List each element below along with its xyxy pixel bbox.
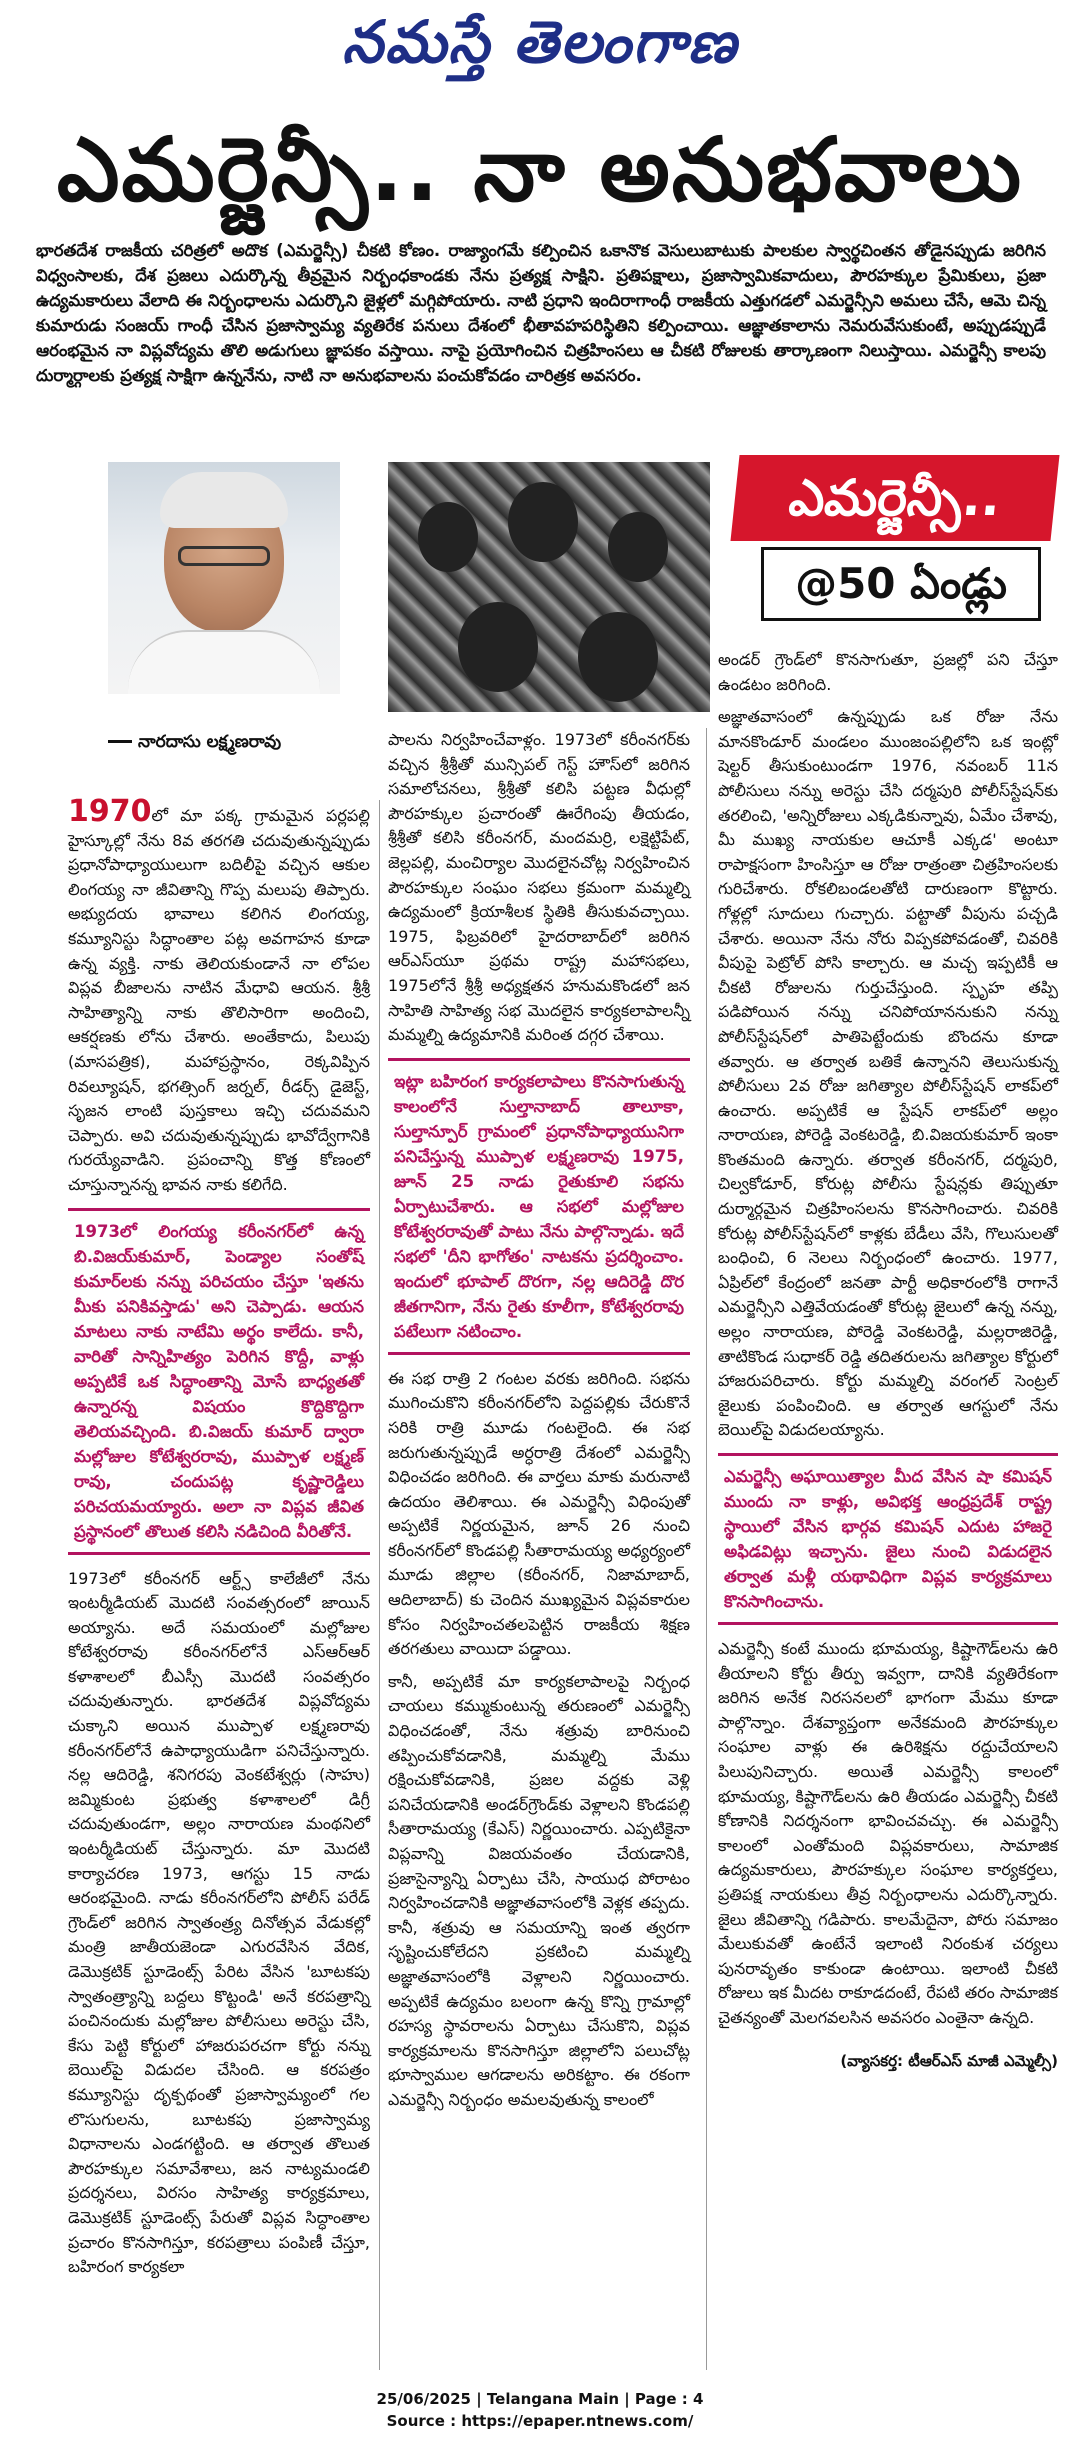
author-hair bbox=[160, 472, 288, 528]
paragraph-text: లో మా పక్క గ్రామమైన పర్లపల్లి హైస్కూల్లో నేను 8వ తరగతి చదువుతున్నప్పుడు ప్రధానోపాధ్యాయులుగా బదిలీపై వచ్చిన ఆకుల లింగయ్య నా జీవితాన్ని గొప్ప మలుపు తిప్పారు. అభ్యుదయ భావాలు కలిగిన లింగయ్య, కమ్యూనిస్టు సిద్ధాంతాల పట్ల అవగాహన కూడా ఉన్న వ్యక్తి. నాకు తెలియకుండానే నా లోపల విప్లవ బీజాలను నాటిన మేధావి ఆయన. శ్రీశ్రీ సాహిత్యాన్ని నాకు తొలిసారిగా అందించి, ఆకర్షణకు లోను చేశారు. అంతేకాదు, పిలుపు (మాసపత్రిక), మహాప్రస్థానం, రెక్కవిప్పిన రివల్యూషన్, భగత్సింగ్ జర్నల్, రీడర్స్ డైజెస్ట్, సృజన లాంటి పుస్తకాలు ఇచ్చి చదువమని చెప్పారు. అవి చదువుతున్నప్పుడు భావోద్వేగానికి గురయ్యేవాడిని. ప్రపంచాన్ని కొత్త కోణంలో చూస్తున్నానన్న భావన నాకు కలిగేది. bbox=[68, 806, 370, 1194]
page-footer bbox=[0, 2388, 1080, 2432]
newspaper-name: నమస్తే తెలంగాణ bbox=[342, 8, 738, 76]
pull-quote: ఇట్లా బహిరంగ కార్యకలాపాలు కొనసాగుతున్న కాలంలోనే సుల్తానాబాద్ తాలూకా, సుల్తాన్పూర్ గ్రామంలో ప్రధానోపాధ్యాయునిగా పనిచేస్తున్న ముప్పాళ లక్ష్మణరావు 1975, జూన్ 25 నాడు రైతుకూలి సభను ఏర్పాటుచేశారు. ఆ సభలో మల్లోజుల కోటేశ్వరరావుతో పాటు నేను పాల్గొన్నాడు. ఇదే సభలో 'దీని భాగోతం' నాటకను ప్రదర్శించాం. ఇందులో భూపాల్ దొరగా, నల్ల ఆదిరెడ్డి దొర జీతగానిగా, నేను రైతు కూలీగా, కోటేశ్వరరావు పటేలుగా నటించాం. bbox=[388, 1058, 690, 1355]
column-divider bbox=[706, 728, 707, 2370]
dropcap-year: 1970 bbox=[68, 794, 152, 829]
edition-info: 25/06/2025 | Telangana Main | Page : 4 bbox=[376, 2390, 704, 2408]
crowd-figure bbox=[458, 602, 538, 692]
paragraph: 1973లో కరీంనగర్ ఆర్ట్స్ కాలేజీలో నేను ఇంటర్మీడియట్ మొదటి సంవత్సరంలో జాయిన్ అయ్యాను. అదే సమయంలో మల్లోజుల కోటేశ్వరరావు కరీంనగర్‌లోనే ఎస్ఆర్ఆర్ కళాశాలలో బీఎస్సీ మొదటి సంవత్సరం చదువుతున్నారు. భారతదేశ విప్లవోద్యమ చుక్కాని అయిన ముప్పాళ లక్ష్మణరావు కరీంనగర్‌లోనే ఉపాధ్యాయుడిగా పనిచేస్తున్నారు. నల్ల ఆదిరెడ్డి, శనిగరపు వెంకటేశ్వర్లు (సాహు) జమ్మికుంట ప్రభుత్వ కళాశాలలో డిగ్రీ చదువుతుండగా, అల్లం నారాయణ మంథనిలో ఇంటర్మీడియట్ చేస్తున్నారు. మా మొదటి కార్యాచరణ 1973, ఆగస్టు 15 నాడు ఆరంభమైంది. నాడు కరీంనగర్‌లోని పోలీస్ పరేడ్ గ్రౌండ్‌లో జరిగిన స్వాతంత్ర్య దినోత్సవ వేడుకల్లో మంత్రి జాతీయజెండా ఎగురవేసిన వేదిక, డెమొక్రటిక్ స్టూడెంట్స్ పేరిట వేసిన 'బూటకపు స్వాతంత్ర్యాన్ని బద్దలు కొట్టండి' అనే కరపత్రాన్ని పంచినందుకు మల్లోజుల పోలీసులు అరెస్టు చేసి, కేసు పెట్టి కోర్టులో హాజరుపరచగా కోర్టు నన్ను బెయిల్‌పై విడుదల చేసింది. ఆ కరపత్రం కమ్యూనిస్టు దృక్పథంతో ప్రజాస్వామ్యంలో గల లొసుగులను, బూటకపు ప్రజాస్వామ్య విధానాలను ఎండగట్టింది. ఆ తర్వాత తొలుత పౌరహక్కుల సమావేశాలు, జన నాట్యమండలి ప్రదర్శనలు, విరసం సాహిత్య కార్యక్రమాలు, డెమొక్రటిక్ స్టూడెంట్స్ పేరుతో విప్లవ సిద్ధాంతాల ప్రచారం కొనసాగిస్తూ, కరపత్రాలు పంపిణీ చేస్తూ, బహిరంగ కార్యకలా bbox=[68, 1568, 370, 2277]
paragraph: ఎమర్జెన్సీ కంటే ముందు భూమయ్య, కిష్టాగౌడ్‌లను ఉరి తీయాలని కోర్టు తీర్పు ఇవ్వగా, దానికి వ్యతిరేకంగా జరిగిన అనేక నిరసనలలో భాగంగా మేము కూడా పాల్గొన్నాం. దేశవ్యాప్తంగా అనేకమంది పౌరహక్కుల సంఘాల వాళ్లు ఈ ఉరిశిక్షను రద్దుచేయాలని పిలుపునిచ్చారు. అయితే ఎమర్జెన్సీ కాలంలో భూమయ్య, కిష్టాగౌడ్‌లను ఉరి తీయడం ఎమర్జెన్సీ చీకటి కోణానికి నిదర్శనంగా భావించవచ్చు. ఈ ఎమర్జెన్సీ కాలంలో ఎంతోమంది విప్లవకారులు, సామాజిక ఉద్యమకారులు, పౌరహక్కుల సంఘాల కార్యకర్తలు, ప్రతిపక్ష నాయకులు తీవ్ర నిర్బంధాలను ఎదుర్కొన్నారు. జైలు జీవితాన్ని గడిపారు. కాలమేదైనా, పోరు సమాజం మేలుకువతో ఉంటేనే ఇలాంటి నిరంకుశ చర్యలు పునరావృతం కాకుండా ఉంటాయి. ఇలాంటి చీకటి రోజులు ఇక మీదట రాకూడదంటే, రేపటి తరం సామాజిక చైతన్యంతో మెలగవలసిన అవసరం ఎంతైనా ఉన్నది. bbox=[718, 1639, 1058, 2027]
source-link[interactable]: Source : https://epaper.ntnews.com/ bbox=[386, 2412, 694, 2430]
column-divider bbox=[379, 800, 380, 2370]
author-name: నారదాసు లక్ష్మణరావు bbox=[108, 732, 340, 756]
badge-title: ఎమర్జెన్సీ.. bbox=[730, 455, 1059, 541]
article-column-1 bbox=[68, 794, 370, 2288]
article-column-2 bbox=[388, 728, 690, 2121]
paragraph: అజ్ఞాతవాసంలో ఉన్నప్పుడు ఒక రోజు నేను మానకొండూర్ మండలం ముంజంపల్లిలోని ఒక ఇంట్లో షెల్టర్ తీసుకుంటుండగా 1976, నవంబర్ 11న పోలీసులు నన్ను అరెస్టు చేసి దర్మపురి పోలీస్‌స్టేషన్‌కు తరలించి, 'అన్నిరోజులు ఎక్కడికున్నావు, ఏమేం చేశావు, మీ ముఖ్య నాయకుల ఆచూకీ ఎక్కడ' అంటూ రాపాక్షసంగా హింసిస్తూ ఆ రోజు రాత్రంతా చిత్రహింసలకు గురిచేశారు. రోకలిబండలతోటి దారుణంగా కొట్టారు. గోళ్లల్లో సూదులు గుచ్చారు. పట్టాతో వీపును పచ్చడి చేశారు. అయినా నేను నోరు విప్పకపోవడంతో, చివరికి వీపుపై పెట్రోల్ పోసి కాల్చారు. ఆ మచ్చ ఇప్పటికీ ఆ చీకటి రోజులను గుర్తుచేస్తుంది. స్పృహ తప్పి పడిపోయిన నన్ను చనిపోయాననుకుని నన్ను పోలీస్‌స్టేషన్‌లో పాతిపెట్టేందుకు బొందను కూడా తవ్వారు. ఆ తర్వాత బతికే ఉన్నానని తెలుసుకున్న పోలీసులు 2వ రోజు జగిత్యాల పోలీస్‌స్టేషన్ లాకప్‌లో ఉంచారు. అప్పటికే ఆ స్టేషన్ లాకప్‌లో అల్లం నారాయణ, పోరెడ్డి వెంకటరెడ్డి, బి.విజయకుమార్ ఇంకా కొంతమంది ఉన్నారు. తర్వాత కరీంనగర్, దర్మపురి, చిల్వకోడూర్, కోరుట్ల పోలీసు స్టేషన్లకు తిప్పుతూ దుర్మార్గమైన చిత్రహింసలను కొనసాగించారు. చివరికి కోరుట్ల పోలీస్‌స్టేషన్‌లో కాళ్లకు బేడీలు వేసి, గొలుసులతో బంధించి, 6 నెలలు నిర్బంధంలో ఉంచారు. 1977, ఏప్రిల్‌లో కేంద్రంలో జనతా పార్టీ అధికారంలోకి రాగానే ఎమర్జెన్సీని ఎత్తివేయడంతో కోరుట్ల జైలులో ఉన్న నన్ను, అల్లం నారాయణ, పోరెడ్డి వెంకటరెడ్డి, మల్లరాజిరెడ్డి, తాటికొండ సుధాకర్ రెడ్డి తదితరులను జగిత్యాల కోర్టులో హాజరుపరిచారు. కోర్టు మమ్మల్ని వరంగల్ సెంట్రల్ జైలుకు పంపించింది. ఆ తర్వాత ఆగస్టులో నేను బెయిల్‌పై విడుదలయ్యాను. bbox=[718, 707, 1058, 1440]
crowd-figure bbox=[578, 612, 658, 702]
protest-crowd-photo bbox=[388, 462, 710, 712]
paragraph: కానీ, అప్పటికే మా కార్యకలాపాలపై నిర్బంధ చాయలు కమ్ముకుంటున్న తరుణంలో ఎమర్జెన్సీ విధించడంతో, నేను శత్రువు బారినుంచి తప్పించుకోవడానికి, మమ్మల్ని మేము రక్షించుకోవడానికి, ప్రజల వద్దకు వెళ్లి పనిచేయడానికి అండర్‌గ్రౌండ్‌కు వెళ్లాలని కొండపల్లి సీతారామయ్య (కేఎస్) నిర్ణయించారు. ఎప్పటికైనా విప్లవాన్ని విజయవంతం చేయడానికి, ప్రజాసైన్యాన్ని ఏర్పాటు చేసి, సాయుధ పోరాటం నిర్వహించడానికి అజ్ఞాతవాసంలోకి వెళ్లక తప్పదు. కానీ, శత్రువు ఆ సమయాన్ని ఇంత త్వరగా సృష్టించుకోలేదని ప్రకటించి మమ్మల్ని అజ్ఞాతవాసంలోకి వెళ్లాలని నిర్ణయించారు. అప్పటికే ఉద్యమం బలంగా ఉన్న కొన్ని గ్రామాల్లో రహస్య స్థావరాలను ఏర్పాటు చేసుకొని, విప్లవ కార్యక్రమాలను కొనసాగిస్తూ జిల్లాలోని పలుచోట్ల భూస్వాముల ఆగడాలను అరికట్టాం. ఈ రకంగా ఎమర్జెన్సీ నిర్బంధం అమలవుతున్న కాలంలో bbox=[388, 1671, 690, 2109]
headline: ఎమర్జెన్సీ.. నా అనుభవాలు bbox=[56, 118, 1024, 221]
badge-years: @50 ఏండ్లు bbox=[761, 547, 1041, 621]
paragraph: పాలను నిర్వహించేవాళ్లం. 1973లో కరీంనగర్‌కు వచ్చిన శ్రీశ్రీతో మున్సిపల్ గెస్ట్ హౌస్‌లో జరిగిన సమాలోచనలు, శ్రీశ్రీతో కలిసి పట్టణ వీధుల్లో పౌరహక్కుల ప్రచారంతో ఊరేగింపు తీయడం, శ్రీశ్రీతో కలిసి కరీంనగర్, మందమర్రి, లక్షెట్టిపేట్, జెల్లపల్లి, మంచిర్యాల మొదలైనచోట్ల నిర్వహించిన పౌరహక్కుల సంఘం సభలు క్రమంగా మమ్మల్ని ఉద్యమంలో క్రియాశీలక స్థితికి తీసుకువచ్చాయి. 1975, ఫిబ్రవరిలో హైదరాబాద్‌లో జరిగిన ఆర్ఎస్‌యూ ప్రథమ రాష్ట్ర మహాసభలు, 1975లోనే శ్రీశ్రీ అధ్యక్షతన హనుమకొండలో జన సాహితి సాహిత్య సభ మొదలైన కార్యకలాపాలన్నీ మమ్మల్ని ఉద్యమానికి మరింత దగ్గర చేశాయి. bbox=[388, 730, 690, 1045]
author-shirt bbox=[128, 630, 320, 694]
author-photo bbox=[108, 462, 340, 694]
article-column-3 bbox=[718, 648, 1058, 2073]
emergency-50-badge bbox=[735, 455, 1055, 635]
intro-paragraph bbox=[36, 238, 1046, 388]
paragraph: ఈ సభ రాత్రి 2 గంటల వరకు జరిగింది. సభను ముగించుకొని కరీంనగర్‌లోని పెద్దపల్లికు చేరుకొనే సరికి రాత్రి మూడు గంటలైంది. ఈ సభ జరుగుతున్నప్పుడే అర్ధరాత్రి దేశంలో ఎమర్జెన్సీ విధించడం జరిగింది. ఈ వార్తలు మాకు మరునాటి ఉదయం తెలిశాయి. ఈ ఎమర్జెన్సీ విధింపుతో అప్పటికే నిర్ణయమైన, జూన్ 26 నుంచి కరీంనగర్‌లో కొండపల్లి సీతారామయ్య అధ్యర్యంలో మూడు జిల్లాల (కరీంనగర్, నిజామాబాద్, ఆదిలాబాద్) కు చెందిన ముఖ్యమైన విప్లవకారుల కోసం నిర్వహించతలపెట్టిన రాజకీయ శిక్షణ తరగతులు వాయిదా పడ్డాయి. bbox=[388, 1368, 690, 1659]
crowd-figure bbox=[418, 502, 478, 572]
crowd-figure bbox=[508, 482, 578, 562]
pull-quote: ఎమర్జెన్సీ అఘాయిత్యాల మీద వేసిన షా కమిషన్ ముందు నా కాళ్లు, అవిభక్త ఆంధ్రప్రదేశ్ రాష్ట్ర స్థాయిలో వేసిన భార్గవ కమిషన్ ఎదుట హాజరై అఫిడవిట్లు ఇచ్చాను. జైలు నుంచి విడుదలైన తర్వాత మళ్లీ యథావిధిగా విప్లవ కార్యక్రమాలు కొనసాగించాను. bbox=[718, 1453, 1058, 1625]
pull-quote: 1973లో లింగయ్య కరీంనగర్‌లో ఉన్న బి.విజయ్‌కుమార్, పెండ్యాల సంతోష్ కుమార్‌లకు నన్ను పరిచయం చేస్తూ 'ఇతను మీకు పనికివస్తాడు' అని చెప్పాడు. ఆయన మాటలు నాకు నాటేమి అర్థం కాలేదు. కానీ, వారితో సాన్నిహిత్యం పెరిగిన కొద్దీ, వాళ్లు అప్పటికే ఒక సిద్ధాంతాన్ని మోసే బాధ్యతతో ఉన్నారన్న విషయం కొద్దికొద్దిగా తెలియవచ్చింది. బి.విజయ్ కుమార్ ద్వారా మల్లోజుల కోటేశ్వరరావు, ముప్పాళ లక్ష్మణ్ రావు, చందుపట్ల కృష్ణారెడ్డిలు పరిచయమయ్యారు. అలా నా విప్లవ జీవిత ప్రస్థానంలో తొలుత కలిసి నడిచింది వీరితోనే. bbox=[68, 1208, 370, 1555]
paragraph bbox=[68, 794, 370, 1198]
masthead bbox=[0, 8, 1080, 91]
crowd-figure bbox=[608, 512, 668, 582]
paragraph: అండర్ గ్రౌండ్‌లో కొనసాగుతూ, ప్రజల్లో పని చేస్తూ ఉండటం జరిగింది. bbox=[718, 650, 1058, 694]
intro-text: భారతదేశ రాజకీయ చరిత్రలో అదొక (ఎమర్జెన్సీ) చీకటి కోణం. రాజ్యాంగమే కల్పించిన ఒకానొక వెసులుబాటుకు పాలకుల స్వార్థచింతన తోడైనప్పుడు జరిగిన విధ్వంసాలకు, దేశ ప్రజలు ఎదుర్కొన్న తీవ్రమైన నిర్బంధకాండకు నేను ప్రత్యక్ష సాక్షిని. ప్రతిపక్షాలు, ప్రజాస్వామికవాదులు, పౌరహక్కుల ప్రేమికులు, ప్రజా ఉద్యమకారులు వేలాది ఈ నిర్బంధాలను ఎదుర్కొని జైళ్లలో మగ్గిపోయారు. నాటి ప్రధాని ఇందిరాగాంధీ రాజకీయ ఎత్తుగడలో ఎమర్జెన్సీని అమలు చేసే, ఆమె చిన్న కుమారుడు సంజయ్ గాంధీ చేసిన ప్రజాస్వామ్య వ్యతిరేక పనులు దేశంలో భీతావహపరిస్థితిని కల్పించాయి. ఆజ్ఞాతకాలాను నెమరువేసుకుంటే, అప్పుడప్పుడే ఆరంభమైన నా విప్లవోద్యమ తొలి అడుగులు జ్ఞాపకం వస్తాయి. నాపై ప్రయోగించిన చిత్రహింసలు ఆ చీకటి రోజులకు తార్కాణంగా నిలుస్తాయి. ఎమర్జెన్సీ కాలపు దుర్మార్గాలకు ప్రత్యక్ష సాక్షిగా ఉన్ననేను, నాటి నా అనుభవాలను పంచుకోవడం చారిత్రక అవసరం. bbox=[36, 241, 1046, 385]
author-credit: (వ్యాసకర్త: టీఆర్ఎస్ మాజీ ఎమ్మెల్సీ) bbox=[840, 2051, 1058, 2070]
author-glasses bbox=[178, 546, 270, 566]
